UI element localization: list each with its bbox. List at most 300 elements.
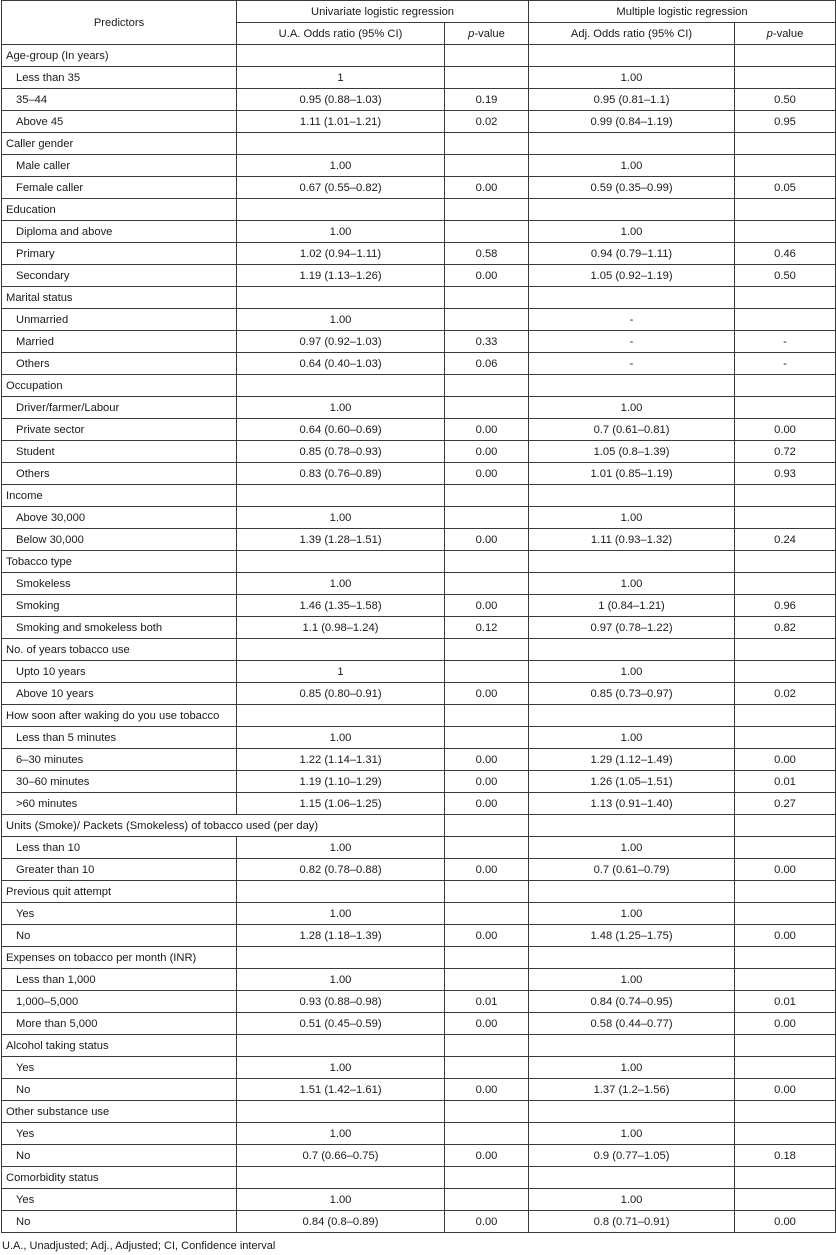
ua-odds-ratio: 1.00 — [237, 573, 445, 595]
empty-cell — [529, 639, 735, 661]
adj-p-value — [735, 1189, 836, 1211]
empty-cell — [445, 947, 529, 969]
table-row — [2, 991, 836, 1013]
ua-odds-ratio: 1.00 — [237, 155, 445, 177]
row-label: Driver/farmer/Labour — [2, 397, 237, 419]
adj-p-value — [735, 155, 836, 177]
ua-p-value: 0.00 — [445, 793, 529, 815]
adj-p-value: 0.18 — [735, 1145, 836, 1167]
ua-odds-ratio-header: U.A. Odds ratio (95% CI) — [237, 23, 445, 45]
adj-p-value: 0.24 — [735, 529, 836, 551]
empty-cell — [529, 551, 735, 573]
ua-odds-ratio: 1.15 (1.06–1.25) — [237, 793, 445, 815]
empty-cell — [237, 45, 445, 67]
table-row — [2, 309, 836, 331]
adj-p-value: 0.00 — [735, 1013, 836, 1035]
ua-p-value — [445, 573, 529, 595]
table-row — [2, 793, 836, 815]
adj-p-value: 0.01 — [735, 991, 836, 1013]
adj-odds-ratio: 0.7 (0.61–0.79) — [529, 859, 735, 881]
ua-odds-ratio: 1.00 — [237, 309, 445, 331]
table-row — [2, 661, 836, 683]
group-title: Education — [2, 199, 237, 221]
adj-p-value: - — [735, 331, 836, 353]
adj-odds-ratio: 0.8 (0.71–0.91) — [529, 1211, 735, 1233]
ua-p-value: 0.06 — [445, 353, 529, 375]
ua-odds-ratio: 0.93 (0.88–0.98) — [237, 991, 445, 1013]
empty-cell — [445, 1167, 529, 1189]
adj-odds-ratio: 1.05 (0.8–1.39) — [529, 441, 735, 463]
empty-cell — [735, 287, 836, 309]
ua-p-value: 0.01 — [445, 991, 529, 1013]
row-label: No — [2, 1079, 237, 1101]
empty-cell — [445, 1101, 529, 1123]
adj-odds-ratio: - — [529, 331, 735, 353]
adj-odds-ratio: 1.00 — [529, 727, 735, 749]
group-title: Other substance use — [2, 1101, 237, 1123]
ua-p-value — [445, 309, 529, 331]
row-label: >60 minutes — [2, 793, 237, 815]
ua-p-value — [445, 155, 529, 177]
adj-odds-ratio: 0.84 (0.74–0.95) — [529, 991, 735, 1013]
empty-cell — [237, 639, 445, 661]
empty-cell — [735, 133, 836, 155]
adj-odds-ratio: 0.99 (0.84–1.19) — [529, 111, 735, 133]
row-label: Yes — [2, 1057, 237, 1079]
adj-p-value — [735, 969, 836, 991]
row-label: Others — [2, 463, 237, 485]
ua-p-value: 0.58 — [445, 243, 529, 265]
ua-odds-ratio: 0.82 (0.78–0.88) — [237, 859, 445, 881]
empty-cell — [237, 1101, 445, 1123]
adj-p-value: 0.82 — [735, 617, 836, 639]
adj-odds-ratio: 0.9 (0.77–1.05) — [529, 1145, 735, 1167]
empty-cell — [529, 947, 735, 969]
row-label: Primary — [2, 243, 237, 265]
table-row — [2, 265, 836, 287]
ua-odds-ratio: 1.00 — [237, 507, 445, 529]
adj-odds-ratio: 1.01 (0.85–1.19) — [529, 463, 735, 485]
ua-odds-ratio: 0.67 (0.55–0.82) — [237, 177, 445, 199]
table-row — [2, 1079, 836, 1101]
adj-odds-ratio: 1.48 (1.25–1.75) — [529, 925, 735, 947]
empty-cell — [529, 705, 735, 727]
adj-odds-ratio: 0.94 (0.79–1.11) — [529, 243, 735, 265]
empty-cell — [735, 815, 836, 837]
adj-odds-ratio: 1.26 (1.05–1.51) — [529, 771, 735, 793]
row-label: Less than 5 minutes — [2, 727, 237, 749]
group-row — [2, 947, 836, 969]
row-label: Yes — [2, 1189, 237, 1211]
row-label: Below 30,000 — [2, 529, 237, 551]
ua-odds-ratio: 1.39 (1.28–1.51) — [237, 529, 445, 551]
predictors-header: Predictors — [2, 1, 237, 45]
row-label: Secondary — [2, 265, 237, 287]
ua-odds-ratio: 1.22 (1.14–1.31) — [237, 749, 445, 771]
table-row — [2, 243, 836, 265]
adj-p-value: 0.72 — [735, 441, 836, 463]
ua-p-value: 0.00 — [445, 749, 529, 771]
table-row — [2, 617, 836, 639]
empty-cell — [445, 485, 529, 507]
ua-odds-ratio: 1.00 — [237, 727, 445, 749]
ua-odds-ratio: 0.64 (0.40–1.03) — [237, 353, 445, 375]
empty-cell — [445, 45, 529, 67]
adj-odds-ratio: 1.00 — [529, 661, 735, 683]
adj-odds-ratio: 1.13 (0.91–1.40) — [529, 793, 735, 815]
adj-odds-ratio: 0.97 (0.78–1.22) — [529, 617, 735, 639]
adj-p-value — [735, 507, 836, 529]
ua-odds-ratio: 0.85 (0.78–0.93) — [237, 441, 445, 463]
group-title: Previous quit attempt — [2, 881, 237, 903]
row-label: 35–44 — [2, 89, 237, 111]
ua-p-value: 0.00 — [445, 265, 529, 287]
ua-odds-ratio: 1.02 (0.94–1.11) — [237, 243, 445, 265]
ua-p-value: 0.00 — [445, 1079, 529, 1101]
ua-odds-ratio: 0.51 (0.45–0.59) — [237, 1013, 445, 1035]
group-row — [2, 705, 836, 727]
empty-cell — [735, 881, 836, 903]
empty-cell — [735, 1035, 836, 1057]
empty-cell — [445, 639, 529, 661]
table-header — [2, 1, 836, 45]
empty-cell — [237, 881, 445, 903]
empty-cell — [445, 705, 529, 727]
adj-p-value — [735, 573, 836, 595]
table-row — [2, 463, 836, 485]
adj-odds-ratio: 1.11 (0.93–1.32) — [529, 529, 735, 551]
ua-odds-ratio: 1.00 — [237, 221, 445, 243]
adj-odds-ratio: 1.00 — [529, 221, 735, 243]
group-row — [2, 199, 836, 221]
adj-odds-ratio: 1.00 — [529, 1057, 735, 1079]
table-row — [2, 1013, 836, 1035]
ua-p-value: 0.00 — [445, 177, 529, 199]
adj-p-value: 0.50 — [735, 89, 836, 111]
empty-cell — [529, 1167, 735, 1189]
adj-p-value — [735, 837, 836, 859]
ua-p-value: 0.00 — [445, 595, 529, 617]
adj-p-value: 0.27 — [735, 793, 836, 815]
ua-p-value — [445, 969, 529, 991]
adj-odds-ratio: 1.00 — [529, 573, 735, 595]
empty-cell — [735, 551, 836, 573]
group-row — [2, 133, 836, 155]
ua-odds-ratio: 0.95 (0.88–1.03) — [237, 89, 445, 111]
ua-odds-ratio: 1.28 (1.18–1.39) — [237, 925, 445, 947]
adj-p-value: 0.01 — [735, 771, 836, 793]
empty-cell — [529, 1101, 735, 1123]
ua-odds-ratio: 1.00 — [237, 837, 445, 859]
adj-p-value — [735, 1123, 836, 1145]
empty-cell — [529, 881, 735, 903]
ua-odds-ratio: 1.00 — [237, 1123, 445, 1145]
adj-odds-ratio: 1.00 — [529, 903, 735, 925]
ua-p-value — [445, 903, 529, 925]
adj-p-value: 0.46 — [735, 243, 836, 265]
ua-p-value: 0.33 — [445, 331, 529, 353]
group-title: Alcohol taking status — [2, 1035, 237, 1057]
ua-odds-ratio: 1.00 — [237, 903, 445, 925]
empty-cell — [445, 815, 529, 837]
group-row — [2, 881, 836, 903]
empty-cell — [735, 1101, 836, 1123]
ua-p-value: 0.12 — [445, 617, 529, 639]
empty-cell — [735, 1167, 836, 1189]
row-label: Diploma and above — [2, 221, 237, 243]
p-suffix: -value — [474, 27, 505, 40]
adj-p-value-header — [735, 23, 836, 45]
table-row — [2, 771, 836, 793]
ua-odds-ratio: 1.19 (1.13–1.26) — [237, 265, 445, 287]
row-label: Unmarried — [2, 309, 237, 331]
row-label: 1,000–5,000 — [2, 991, 237, 1013]
adj-odds-ratio: 1.00 — [529, 969, 735, 991]
empty-cell — [237, 375, 445, 397]
group-title: Comorbidity status — [2, 1167, 237, 1189]
ua-odds-ratio: 1 — [237, 661, 445, 683]
row-label: Male caller — [2, 155, 237, 177]
empty-cell — [237, 485, 445, 507]
table-row — [2, 1211, 836, 1233]
row-label: No — [2, 925, 237, 947]
ua-p-value: 0.00 — [445, 529, 529, 551]
empty-cell — [237, 287, 445, 309]
row-label: No — [2, 1145, 237, 1167]
row-label: 30–60 minutes — [2, 771, 237, 793]
table-row — [2, 837, 836, 859]
adj-odds-ratio: 1 (0.84–1.21) — [529, 595, 735, 617]
ua-p-value — [445, 837, 529, 859]
adj-odds-ratio: 1.00 — [529, 507, 735, 529]
empty-cell — [735, 375, 836, 397]
p-italic: p — [468, 27, 475, 40]
ua-p-value-header — [445, 23, 529, 45]
row-label: Above 30,000 — [2, 507, 237, 529]
table-row — [2, 969, 836, 991]
adj-odds-ratio: 1.00 — [529, 155, 735, 177]
row-label: 6–30 minutes — [2, 749, 237, 771]
table-row — [2, 1057, 836, 1079]
group-title: Tobacco type — [2, 551, 237, 573]
row-label: Smokeless — [2, 573, 237, 595]
empty-cell — [735, 45, 836, 67]
empty-cell — [529, 815, 735, 837]
empty-cell — [529, 45, 735, 67]
adj-odds-ratio: - — [529, 309, 735, 331]
adj-odds-ratio: 1.00 — [529, 1123, 735, 1145]
adj-p-value — [735, 309, 836, 331]
adj-p-value: 0.02 — [735, 683, 836, 705]
empty-cell — [735, 639, 836, 661]
ua-p-value: 0.00 — [445, 1013, 529, 1035]
table-row — [2, 1145, 836, 1167]
table-row — [2, 353, 836, 375]
empty-cell — [237, 1167, 445, 1189]
ua-p-value — [445, 1189, 529, 1211]
empty-cell — [445, 551, 529, 573]
adj-p-value — [735, 661, 836, 683]
row-label: Smoking — [2, 595, 237, 617]
group-title: Occupation — [2, 375, 237, 397]
table-row — [2, 177, 836, 199]
adj-odds-ratio: 1.00 — [529, 1189, 735, 1211]
empty-cell — [237, 1035, 445, 1057]
table-row — [2, 925, 836, 947]
group-title: Income — [2, 485, 237, 507]
ua-odds-ratio: 1.11 (1.01–1.21) — [237, 111, 445, 133]
group-title: Marital status — [2, 287, 237, 309]
table-row — [2, 903, 836, 925]
empty-cell — [529, 199, 735, 221]
adj-p-value — [735, 1057, 836, 1079]
adj-p-value: - — [735, 353, 836, 375]
table-row — [2, 749, 836, 771]
ua-p-value: 0.00 — [445, 859, 529, 881]
group-row — [2, 1167, 836, 1189]
ua-p-value — [445, 727, 529, 749]
adj-odds-ratio: 1.29 (1.12–1.49) — [529, 749, 735, 771]
row-label: Yes — [2, 1123, 237, 1145]
adj-odds-ratio: 1.00 — [529, 67, 735, 89]
empty-cell — [237, 199, 445, 221]
adj-p-value: 0.05 — [735, 177, 836, 199]
group-row — [2, 375, 836, 397]
ua-odds-ratio: 1 — [237, 67, 445, 89]
row-label: Less than 1,000 — [2, 969, 237, 991]
adj-p-value: 0.00 — [735, 749, 836, 771]
group-row — [2, 639, 836, 661]
ua-p-value: 0.00 — [445, 463, 529, 485]
ua-p-value — [445, 1057, 529, 1079]
adj-p-value: 0.00 — [735, 1211, 836, 1233]
empty-cell — [237, 947, 445, 969]
empty-cell — [237, 551, 445, 573]
adj-p-value — [735, 67, 836, 89]
ua-p-value: 0.00 — [445, 683, 529, 705]
row-label: Female caller — [2, 177, 237, 199]
p-suffix: -value — [772, 27, 804, 40]
row-label: Private sector — [2, 419, 237, 441]
empty-cell — [237, 133, 445, 155]
ua-p-value — [445, 397, 529, 419]
adj-p-value: 0.96 — [735, 595, 836, 617]
empty-cell — [529, 485, 735, 507]
row-label: No — [2, 1211, 237, 1233]
ua-p-value: 0.00 — [445, 1145, 529, 1167]
ua-odds-ratio: 1.00 — [237, 1057, 445, 1079]
adj-odds-ratio: 0.95 (0.81–1.1) — [529, 89, 735, 111]
table-body — [2, 45, 836, 1233]
group-title: Units (Smoke)/ Packets (Smokeless) of tobacco used (per day) — [2, 815, 445, 837]
group-title: No. of years tobacco use — [2, 639, 237, 661]
ua-p-value: 0.00 — [445, 1211, 529, 1233]
group-row — [2, 287, 836, 309]
adj-p-value: 0.50 — [735, 265, 836, 287]
adj-odds-ratio: 1.37 (1.2–1.56) — [529, 1079, 735, 1101]
ua-p-value: 0.00 — [445, 925, 529, 947]
empty-cell — [529, 1035, 735, 1057]
table-footnote: U.A., Unadjusted; Adj., Adjusted; CI, Confidence interval — [2, 1240, 276, 1252]
empty-cell — [445, 881, 529, 903]
empty-cell — [445, 199, 529, 221]
ua-odds-ratio: 1.00 — [237, 397, 445, 419]
ua-odds-ratio: 1.00 — [237, 1189, 445, 1211]
adj-p-value — [735, 727, 836, 749]
empty-cell — [735, 947, 836, 969]
ua-p-value: 0.19 — [445, 89, 529, 111]
ua-odds-ratio: 1.46 (1.35–1.58) — [237, 595, 445, 617]
ua-odds-ratio: 1.19 (1.10–1.29) — [237, 771, 445, 793]
row-label: Above 45 — [2, 111, 237, 133]
empty-cell — [735, 485, 836, 507]
ua-odds-ratio: 0.85 (0.80–0.91) — [237, 683, 445, 705]
ua-odds-ratio: 0.83 (0.76–0.89) — [237, 463, 445, 485]
adj-p-value — [735, 397, 836, 419]
group-row — [2, 485, 836, 507]
adj-odds-ratio: 1.05 (0.92–1.19) — [529, 265, 735, 287]
empty-cell — [529, 133, 735, 155]
row-label: Upto 10 years — [2, 661, 237, 683]
table-row — [2, 221, 836, 243]
ua-p-value — [445, 661, 529, 683]
group-row — [2, 1101, 836, 1123]
ua-odds-ratio: 1.00 — [237, 969, 445, 991]
group-title: Caller gender — [2, 133, 237, 155]
empty-cell — [445, 133, 529, 155]
empty-cell — [529, 375, 735, 397]
ua-p-value: 0.02 — [445, 111, 529, 133]
table-row — [2, 441, 836, 463]
ua-odds-ratio: 0.7 (0.66–0.75) — [237, 1145, 445, 1167]
table-row — [2, 683, 836, 705]
ua-p-value: 0.00 — [445, 771, 529, 793]
p-italic: p — [766, 27, 773, 40]
univariate-header: Univariate logistic regression — [237, 1, 529, 23]
row-label: Above 10 years — [2, 683, 237, 705]
ua-p-value: 0.00 — [445, 441, 529, 463]
table-row — [2, 155, 836, 177]
adj-odds-ratio-header: Adj. Odds ratio (95% CI) — [529, 23, 735, 45]
ua-p-value — [445, 67, 529, 89]
row-label: Less than 10 — [2, 837, 237, 859]
adj-odds-ratio: 0.58 (0.44–0.77) — [529, 1013, 735, 1035]
table-row — [2, 331, 836, 353]
empty-cell — [529, 287, 735, 309]
group-title: How soon after waking do you use tobacco — [2, 705, 237, 727]
ua-odds-ratio: 1.51 (1.42–1.61) — [237, 1079, 445, 1101]
table-row — [2, 727, 836, 749]
adj-p-value: 0.00 — [735, 419, 836, 441]
row-label: Less than 35 — [2, 67, 237, 89]
row-label: Student — [2, 441, 237, 463]
adj-p-value: 0.00 — [735, 1079, 836, 1101]
table-row — [2, 89, 836, 111]
ua-p-value — [445, 507, 529, 529]
group-row — [2, 45, 836, 67]
empty-cell — [237, 705, 445, 727]
adj-odds-ratio: - — [529, 353, 735, 375]
regression-table — [1, 0, 836, 1233]
group-row — [2, 551, 836, 573]
adj-p-value: 0.00 — [735, 925, 836, 947]
table-row — [2, 1123, 836, 1145]
table-row — [2, 111, 836, 133]
row-label: Others — [2, 353, 237, 375]
table-row — [2, 507, 836, 529]
group-title: Age-group (In years) — [2, 45, 237, 67]
adj-p-value — [735, 903, 836, 925]
